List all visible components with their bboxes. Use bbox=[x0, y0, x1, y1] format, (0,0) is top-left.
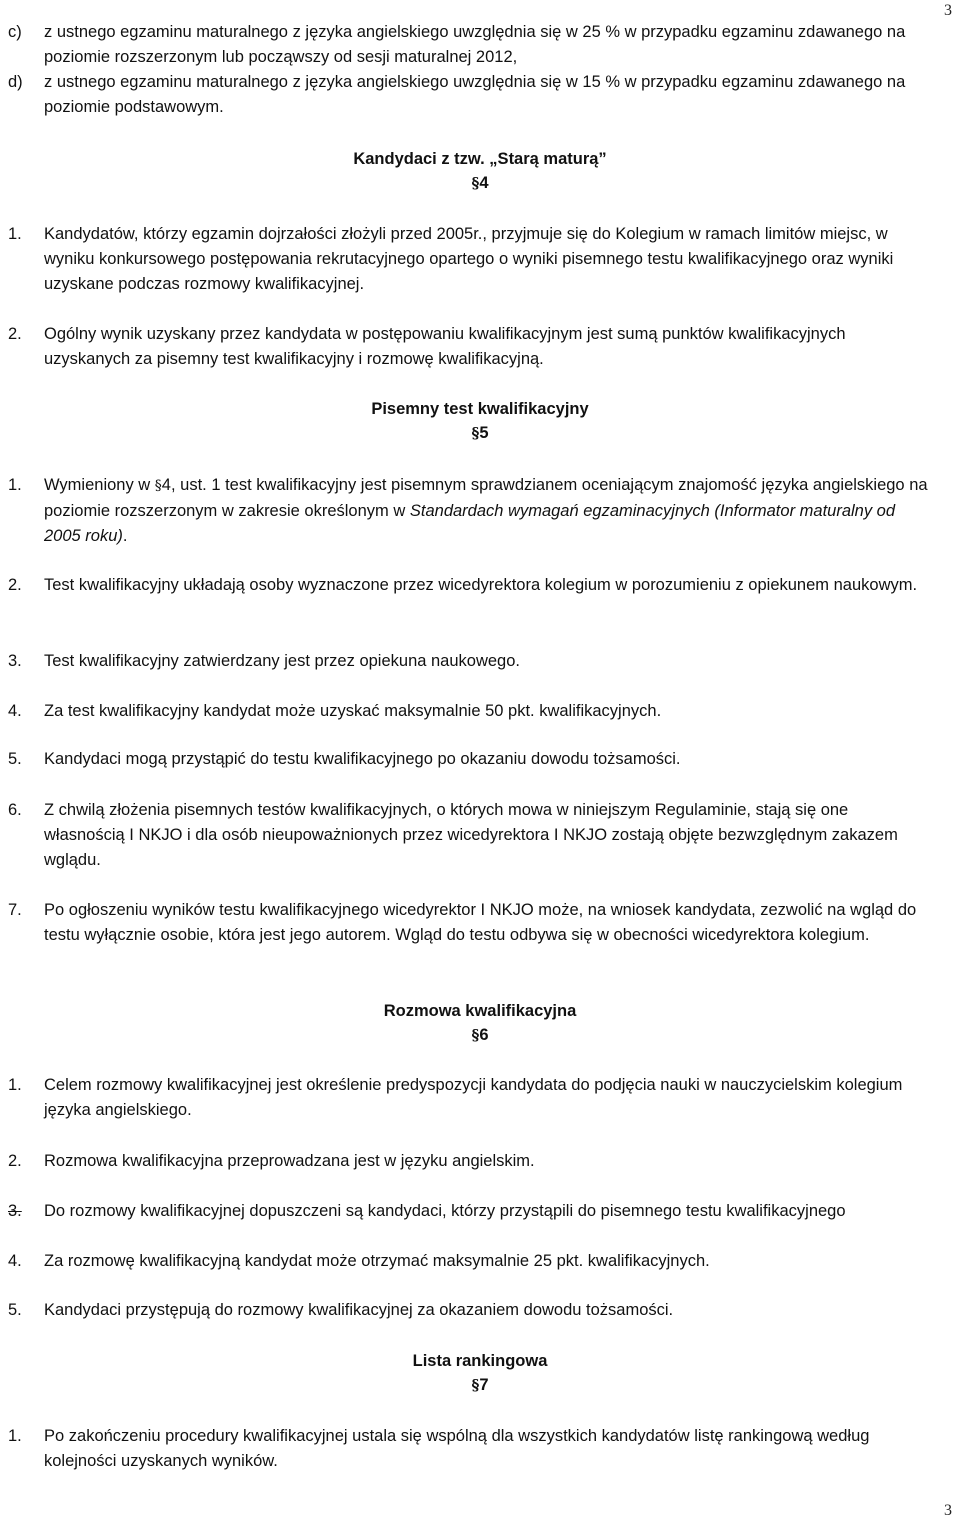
list-marker: 1. bbox=[8, 1076, 22, 1094]
list-text: Kandydaci mogą przystąpić do testu kwalifikacyjnego po okazaniu dowodu tożsamości. bbox=[44, 750, 681, 768]
section-number: §6 bbox=[471, 1026, 489, 1044]
list-item bbox=[8, 699, 928, 724]
list-text: Z chwilą złożenia pisemnych testów kwalifikacyjnych, o których mowa w niniejszym Regulaminie, stają się one własnością I NKJO i dla osób nieupoważnionych przez wicedyrektora I NKJO zostają objęte bezwzględnym zakazem wglądu. bbox=[44, 801, 898, 869]
list-item bbox=[8, 898, 928, 948]
list-marker: 5. bbox=[8, 1301, 22, 1319]
list-text: Rozmowa kwalifikacyjna przeprowadzana jest w języku angielskim. bbox=[44, 1152, 535, 1170]
list-item bbox=[8, 70, 928, 120]
list-text: Test kwalifikacyjny zatwierdzany jest przez opiekuna naukowego. bbox=[44, 652, 520, 670]
list-text: Ogólny wynik uzyskany przez kandydata w postępowaniu kwalifikacyjnym jest sumą punktów kwalifikacyjnych uzyskanych za pisemny test kwalifikacyjny i rozmowę kwalifikacyjną. bbox=[44, 325, 846, 368]
list-item bbox=[8, 747, 928, 772]
section-heading: Rozmowa kwalifikacyjna bbox=[383, 1002, 577, 1020]
list-marker: 1. bbox=[8, 476, 22, 494]
list-text: Wymieniony w §4, ust. 1 test kwalifikacyjny jest pisemnym sprawdzianem oceniającym znajomość języka angielskiego na poziomie rozszerzonym w zakresie określonym w Standardach wymagań egzaminacyjnych (Informator maturalny od 2005 roku). bbox=[44, 476, 928, 545]
section-number: §7 bbox=[471, 1376, 489, 1394]
list-item bbox=[8, 1424, 928, 1474]
list-marker: 6. bbox=[8, 801, 22, 819]
section-sign: § bbox=[154, 478, 162, 494]
section-heading: Pisemny test kwalifikacyjny bbox=[371, 400, 589, 418]
list-marker: 7. bbox=[8, 901, 22, 919]
list-marker: c) bbox=[8, 23, 22, 41]
list-item bbox=[8, 473, 928, 548]
list-marker: 5. bbox=[8, 750, 22, 768]
list-marker: 4. bbox=[8, 1252, 22, 1270]
list-text: Test kwalifikacyjny układają osoby wyznaczone przez wicedyrektora kolegium w porozumieniu z opiekunem naukowym. bbox=[44, 576, 918, 594]
list-item bbox=[8, 1249, 928, 1274]
list-marker: d) bbox=[8, 73, 23, 91]
list-marker: 1. bbox=[8, 1427, 22, 1445]
list-item bbox=[8, 322, 928, 372]
section-sign: § bbox=[471, 1376, 480, 1394]
section-heading: Kandydaci z tzw. „Starą maturą” bbox=[353, 150, 607, 168]
list-item bbox=[8, 222, 928, 296]
list-marker: 2. bbox=[8, 325, 22, 343]
list-item bbox=[8, 573, 928, 598]
section-sign: § bbox=[471, 174, 480, 192]
list-item bbox=[8, 1149, 928, 1174]
list-text: Kandydatów, którzy egzamin dojrzałości złożyli przed 2005r., przyjmuje się do Kolegium w ramach limitów miejsc, w wyniku konkursowego postępowania rekrutacyjnego opartego o wyniki pisemnego testu kwalifikacyjnego oraz wyniki uzyskane podczas rozmowy kwalifikacyjnej. bbox=[44, 225, 894, 293]
list-text: Po zakończeniu procedury kwalifikacyjnej ustala się wspólną dla wszystkich kandydatów listę rankingową według kolejności uzyskanych wyników. bbox=[44, 1427, 870, 1470]
list-item bbox=[8, 20, 928, 70]
list-item bbox=[8, 649, 928, 674]
list-marker: 2. bbox=[8, 1152, 22, 1170]
list-text: Do rozmowy kwalifikacyjnej dopuszczeni są kandydaci, którzy przystąpili do pisemnego testu kwalifikacyjnego bbox=[44, 1202, 846, 1220]
list-item bbox=[8, 1298, 928, 1323]
list-item bbox=[8, 1073, 928, 1123]
list-marker: 3. bbox=[8, 652, 22, 670]
section-sign: § bbox=[471, 1026, 480, 1044]
list-marker: 1. bbox=[8, 225, 22, 243]
section-heading: Lista rankingowa bbox=[412, 1352, 548, 1370]
list-text: Za test kwalifikacyjny kandydat może uzyskać maksymalnie 50 pkt. kwalifikacyjnych. bbox=[44, 702, 662, 720]
section-number: §5 bbox=[471, 424, 489, 442]
list-item bbox=[8, 798, 928, 872]
section-sign: § bbox=[471, 424, 480, 442]
list-marker: 2. bbox=[8, 576, 22, 594]
page-number-bottom: 3 bbox=[944, 1502, 952, 1519]
section-number: §4 bbox=[471, 174, 489, 192]
list-text: z ustnego egzaminu maturalnego z języka angielskiego uwzględnia się w 25 % w przypadku egzaminu zdawanego na poziomie rozszerzonym lub począwszy od sesji maturalnej 2012, bbox=[44, 23, 906, 66]
list-text: Celem rozmowy kwalifikacyjnej jest określenie predyspozycji kandydata do podjęcia nauki w nauczycielskim kolegium języka angielskiego. bbox=[44, 1076, 903, 1119]
list-text: Za rozmowę kwalifikacyjną kandydat może otrzymać maksymalnie 25 pkt. kwalifikacyjnych. bbox=[44, 1252, 710, 1270]
list-item bbox=[8, 1199, 928, 1224]
list-text: Po ogłoszeniu wyników testu kwalifikacyjnego wicedyrektor I NKJO może, na wniosek kandydata, zezwolić na wgląd do testu wyłącznie osobie, która jest jego autorem. Wgląd do testu odbywa się w obecności wicedyrektora kolegium. bbox=[44, 901, 917, 944]
list-text: Kandydaci przystępują do rozmowy kwalifikacyjnej za okazaniem dowodu tożsamości. bbox=[44, 1301, 674, 1319]
list-text: z ustnego egzaminu maturalnego z języka angielskiego uwzględnia się w 15 % w przypadku egzaminu zdawanego na poziomie podstawowym. bbox=[44, 73, 906, 116]
list-marker: 4. bbox=[8, 702, 22, 720]
page-number-top: 3 bbox=[944, 2, 952, 19]
list-marker: 3. bbox=[8, 1202, 22, 1220]
